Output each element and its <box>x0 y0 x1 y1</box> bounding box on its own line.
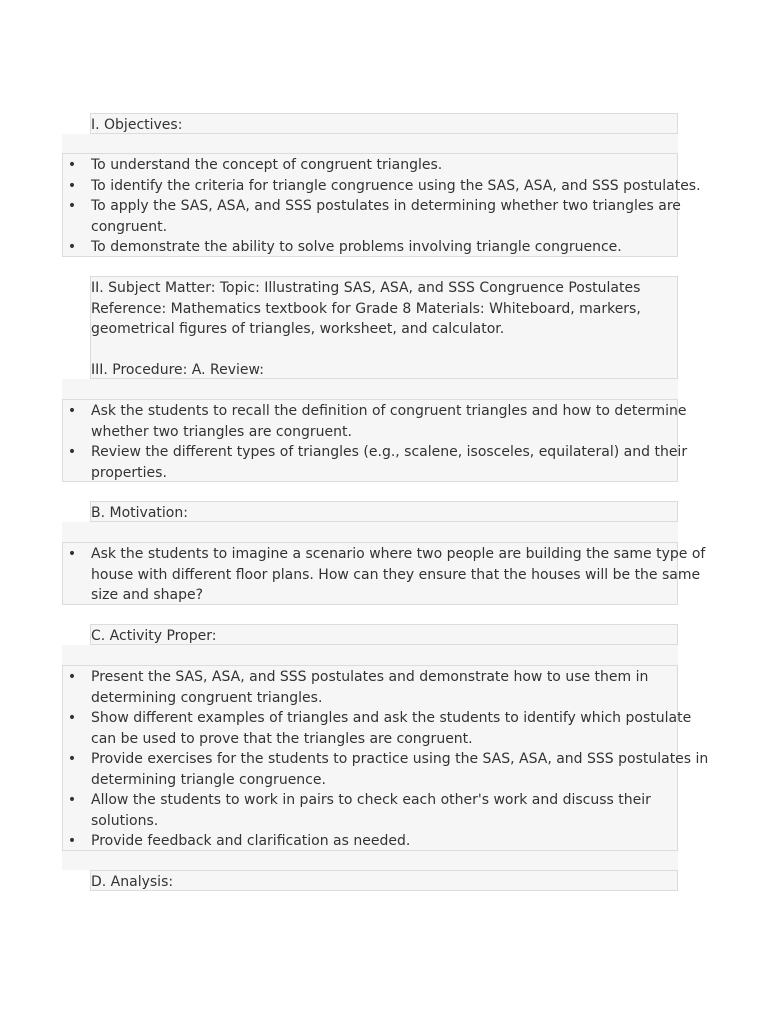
activity-list <box>62 665 709 851</box>
motivation-heading: B. Motivation: <box>90 501 678 522</box>
bullet-icon: • <box>67 444 77 460</box>
review-gap <box>62 379 678 399</box>
review-list <box>62 399 688 482</box>
activity-item: • Present the SAS, ASA, and SSS postulates and demonstrate how to use them in determining congruent triangles. <box>67 669 649 706</box>
objectives-heading-text: I. Objectives: <box>91 117 183 133</box>
objective-item: • To identify the criteria for triangle congruence using the SAS, ASA, and SSS postulates. <box>63 176 677 197</box>
analysis-heading: D. Analysis: <box>90 870 678 891</box>
bullet-icon: • <box>67 751 77 767</box>
bullet-icon: • <box>67 792 77 808</box>
objectives-heading <box>90 113 678 134</box>
objectives-gap <box>62 134 678 154</box>
activity-heading: C. Activity Proper: <box>90 624 678 645</box>
objective-item: • To understand the concept of congruent triangles. <box>63 155 677 176</box>
review-item: • Review the different types of triangles (e.g., scalene, isosceles, equilateral) and their properties. <box>67 444 688 481</box>
objectives-list <box>62 153 701 257</box>
bullet-icon: • <box>67 403 77 419</box>
motivation-gap <box>62 522 678 542</box>
activity-item: • Provide feedback and clarification as needed. <box>63 831 677 852</box>
bullet-icon: • <box>67 833 77 849</box>
bullet-icon: • <box>67 710 77 726</box>
motivation-list <box>62 542 706 605</box>
review-item: • Ask the students to recall the definition of congruent triangles and how to determine whether two triangles are congruent. <box>67 403 687 440</box>
activity-item: • Show different examples of triangles and ask the students to identify which postulate can be used to prove that the triangles are congruent. <box>67 710 692 747</box>
bullet-icon: • <box>67 157 77 173</box>
motivation-item: • Ask the students to imagine a scenario where two people are building the same type of house with different floor plans. How can they ensure that the houses will be the same size and shape? <box>67 546 706 603</box>
bullet-icon: • <box>67 177 77 194</box>
bullet-icon: • <box>67 198 77 214</box>
bullet-icon: • <box>67 546 77 562</box>
analysis-gap <box>62 851 678 870</box>
objective-item: • To demonstrate the ability to solve problems involving triangle congruence. <box>63 237 677 258</box>
activity-item: • Allow the students to work in pairs to check each other's work and discuss their solutions. <box>67 792 651 829</box>
subject-matter: II. Subject Matter: Topic: Illustrating SAS, ASA, and SSS Congruence Postulates Reference: Mathematics textbook for Grade 8 Materials: Whiteboard, markers, geometrical figures of triangles, worksheet, and calculator. III. Procedure: A. Review: <box>90 276 678 379</box>
bullet-icon: • <box>67 239 77 255</box>
activity-gap <box>62 645 678 665</box>
activity-item: • Provide exercises for the students to practice using the SAS, ASA, and SSS postulates in determining triangle congruence. <box>67 751 709 788</box>
bullet-icon: • <box>67 669 77 685</box>
procedure-heading: III. Procedure: A. Review: <box>91 362 264 378</box>
objective-item: • To apply the SAS, ASA, and SSS postulates in determining whether two triangles are congruent. <box>67 198 681 235</box>
